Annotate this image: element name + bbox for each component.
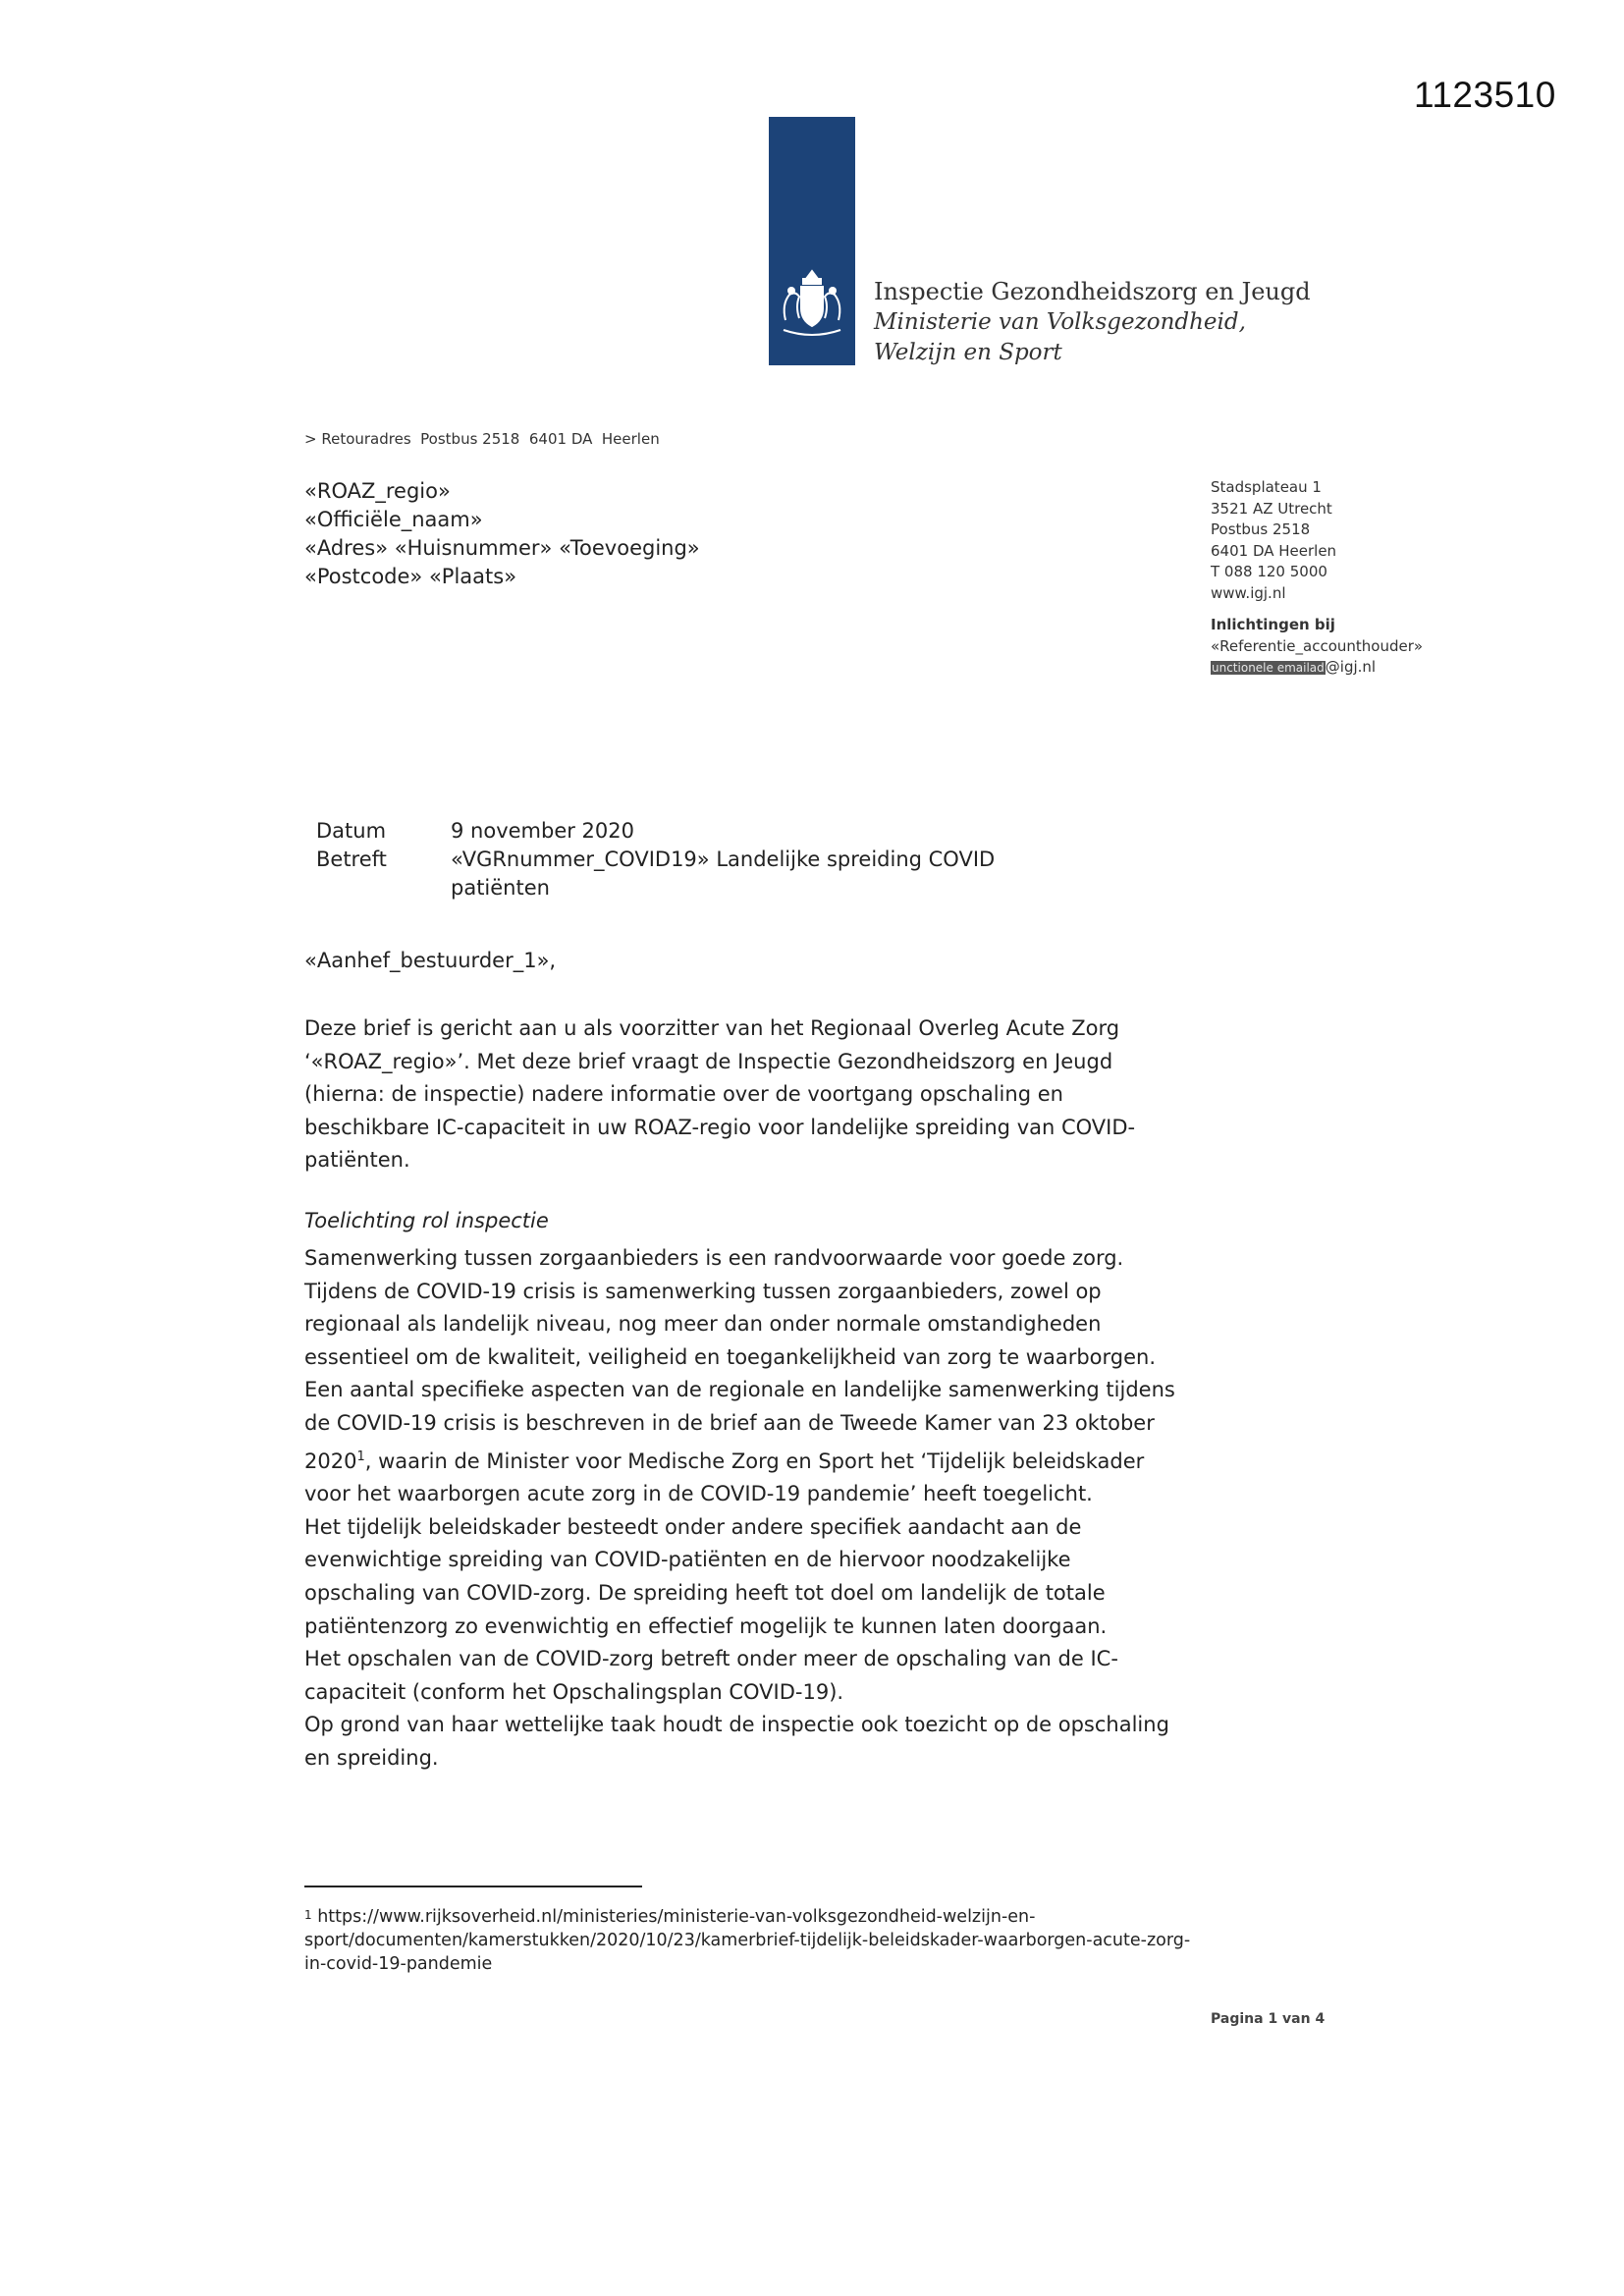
- sidebar-address-line: Postbus 2518: [1211, 520, 1311, 538]
- sidebar-address-line: 6401 DA Heerlen: [1211, 541, 1337, 560]
- ministry-name: [874, 277, 1311, 368]
- email-suffix: @igj.nl: [1325, 658, 1377, 676]
- recipient-line: «Officiële_naam»: [304, 508, 483, 531]
- sender-sidebar: [1211, 477, 1423, 680]
- paragraph-text: Samenwerking tussen zorgaanbieders is een randvoorwaarde voor goede zorg. Tijdens de COVID-19 crisis is samenwerking tussen zorgaanbieders, zowel op regionaal als landelijk niveau, nog meer dan onder normale omstandigheden essentieel om de kwaliteit, veiligheid en toegankelijkheid van zorg te waarborgen. Een aantal specifieke aspecten van de regionale en landelijke samenwerking tijdens de COVID-19 crisis is beschreven in de brief aan de Tweede Kamer van 23 oktober 2020: [304, 1246, 1175, 1473]
- sidebar-phone: T 088 120 5000: [1211, 563, 1327, 580]
- coat-of-arms-icon: [774, 265, 850, 344]
- letter-meta: [316, 817, 1059, 902]
- footnote: [304, 1905, 1208, 1976]
- salutation: «Aanhef_bestuurder_1»,: [304, 949, 557, 972]
- sidebar-address-line: Stadsplateau 1: [1211, 478, 1322, 496]
- subject-label: Betreft: [316, 847, 387, 871]
- ministry-line-1: Inspectie Gezondheidszorg en Jeugd: [874, 278, 1311, 305]
- footnote-url: https://www.rijksoverheid.nl/ministeries/ministerie-van-volksgezondheid-welzijn-en-sport/documenten/kamerstukken/2020/10/23/kamerbrief-tijdelijk-beleidskader-waarborgen-acute-zorg-in-covid-19-pandemie: [304, 1907, 1191, 1974]
- ministry-line-2: Ministerie van Volksgezondheid,: [874, 309, 1246, 335]
- contact-email: [1211, 657, 1423, 680]
- sidebar-address-line: 3521 AZ Utrecht: [1211, 499, 1332, 518]
- page-number: Pagina 1 van 4: [1211, 2011, 1326, 2027]
- paragraph-scaling: Het opschalen van de COVID-zorg betreft onder meer de opschaling van de IC-capaciteit (conform het Opschalingsplan COVID-19).: [304, 1647, 1118, 1704]
- sidebar-website: www.igj.nl: [1211, 583, 1286, 602]
- return-address: > Retouradres Postbus 2518 6401 DA Heerlen: [304, 430, 660, 448]
- date-value: 9 november 2020: [451, 819, 635, 843]
- paragraph-text: , waarin de Minister voor Medische Zorg en Sport het ‘Tijdelijk beleidskader voor het waarborgen acute zorg in de COVID-19 pandemie’ heeft toegelicht.: [304, 1449, 1145, 1506]
- footnote-divider: [304, 1886, 642, 1887]
- footnote-reference: 1: [356, 1449, 365, 1464]
- paragraph-supervision: Op grond van haar wettelijke taak houdt de inspectie ook toezicht op de opschaling en spreiding.: [304, 1713, 1169, 1770]
- paragraph-collaboration: [304, 1242, 1188, 1511]
- recipient-line: «Adres» «Huisnummer» «Toevoeging»: [304, 536, 700, 560]
- contact-reference: «Referentie_accounthouder»: [1211, 636, 1424, 655]
- subject-value: «VGRnummer_COVID19» Landelijke spreiding COVID: [451, 847, 996, 871]
- recipient-line: «ROAZ_regio»: [304, 479, 451, 503]
- document-number: 1123510: [1414, 75, 1556, 115]
- footnote-number: 1: [304, 1908, 312, 1922]
- section-heading: Toelichting rol inspectie: [304, 1209, 549, 1232]
- info-heading: Inlichtingen bij: [1211, 616, 1335, 633]
- redacted-text: unctionele emailad: [1212, 661, 1325, 675]
- date-label: Datum: [316, 819, 387, 843]
- section-body: [304, 1242, 1188, 1776]
- paragraph-policy: Het tijdelijk beleidskader besteedt onder andere specifiek aandacht aan de evenwichtige spreiding van COVID-patiënten en de hiervoor noodzakelijke opschaling van COVID-zorg. De spreiding heeft tot doel om landelijk de totale patiëntenzorg zo evenwichtig en effectief mogelijk te kunnen laten doorgaan.: [304, 1514, 1108, 1638]
- recipient-address: [304, 477, 700, 591]
- subject-value-continued: patiënten: [451, 876, 550, 900]
- ministry-line-3: Welzijn en Sport: [874, 340, 1062, 365]
- paragraph-intro: Deze brief is gericht aan u als voorzitter van het Regionaal Overleg Acute Zorg ‘«ROAZ_regio»’. Met deze brief vraagt de Inspectie Gezondheidszorg en Jeugd (hierna: de inspectie) nadere informatie over de voortgang opschaling en beschikbare IC-capaciteit in uw ROAZ-regio voor landelijke spreiding van COVID-patiënten.: [304, 1016, 1136, 1173]
- recipient-line: «Postcode» «Plaats»: [304, 565, 517, 588]
